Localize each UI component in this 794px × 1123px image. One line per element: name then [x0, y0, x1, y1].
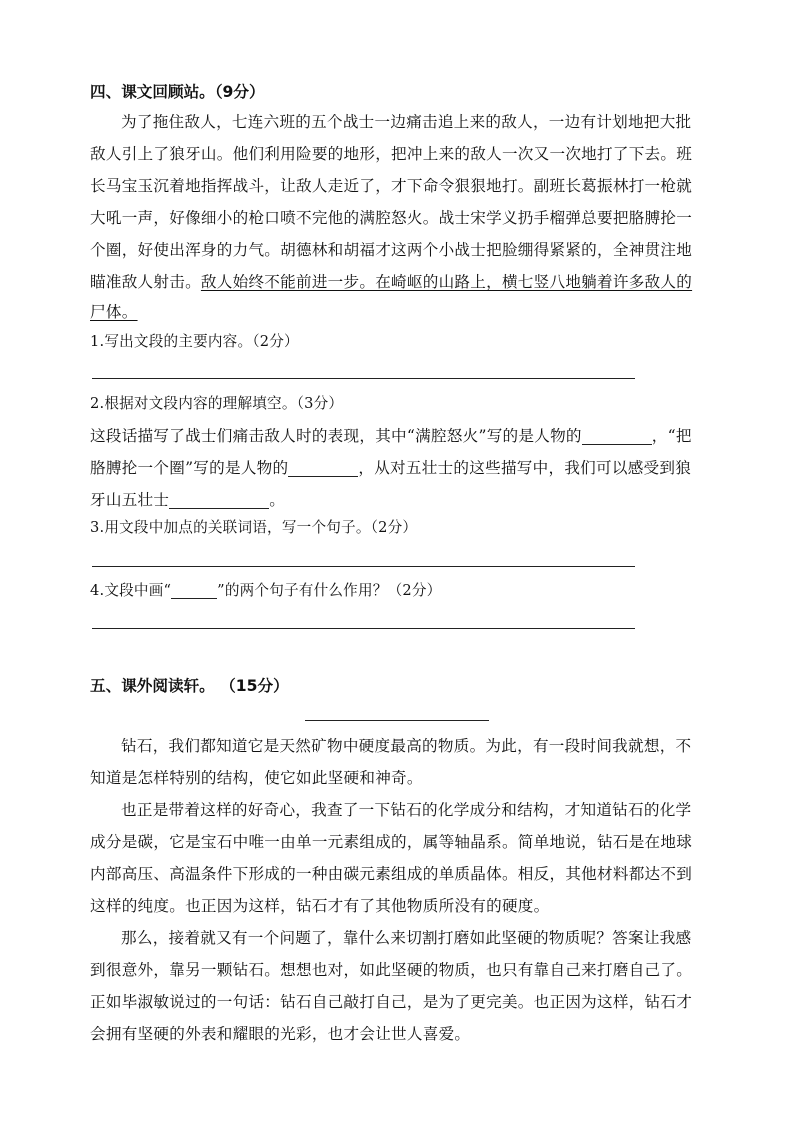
q2-text-1b: ，“把	[651, 427, 692, 445]
s5-passage-line-2: 知道是怎样特别的结构，使它如此坚硬和神奇。	[90, 769, 423, 787]
question-1: 1.写出文段的主要内容。（2分）	[90, 333, 299, 350]
q2-fill-line-2	[90, 458, 691, 478]
s4-passage-line-6	[90, 272, 692, 292]
q4-underline-sample	[171, 585, 217, 599]
q2-blank-1[interactable]	[582, 428, 652, 445]
q4-text-b: ”的两个句子有什么作用？（2分）	[217, 582, 442, 599]
q4-text-a: 4.文段中画“	[90, 582, 172, 599]
answer-line-q1[interactable]	[92, 378, 635, 379]
s4-passage-line-3: 长马宝玉沉着地指挥战斗，让敌人走近了，才下命令狠狠地打。副班长葛振林打一枪就	[90, 177, 693, 195]
s4-passage-line-1: 为了拖住敌人，七连六班的五个战士一边痛击追上来的敌人，一边有计划地把大批	[121, 113, 692, 131]
question-4	[90, 581, 441, 601]
s4-passage-line-7	[90, 302, 138, 322]
section4-title: 四、课文回顾站。（9分）	[90, 83, 265, 101]
question-2: 2.根据对文段内容的理解填空。（3分）	[90, 395, 344, 412]
s4-passage-line-5: 个圈，好使出浑身的力气。胡德林和胡福才这两个小战士把脸绷得紧紧的，全神贯注地	[90, 241, 693, 259]
s5-passage-line-9: 正如毕淑敏说过的一句话：钻石自己敲打自己，是为了更完美。也正因为这样，钻石才	[90, 993, 693, 1011]
answer-line-q3[interactable]	[92, 566, 635, 567]
q2-fill-line-1	[90, 426, 692, 446]
s5-passage-line-6: 这样的纯度。也正因为这样，钻石才有了其他物质所没有的硬度。	[90, 897, 550, 915]
q2-text-1a: 这段话描写了战士们痛击敌人时的表现，其中“满腔怒火”写的是人物的	[90, 427, 582, 445]
section5-title: 五、课外阅读轩。 （15分）	[90, 677, 289, 695]
s4-underlined-sentence-1: 敌人始终不能前进一步。在崎岖的山路上，横七竖八地躺着许多敌人的	[200, 273, 693, 291]
s4-passage-line-4: 大吼一声，好像细小的枪口喷不完他的满腔怒火。战士宋学义扔手榴弹总要把胳膊抡一	[90, 209, 693, 227]
s5-passage-line-4: 成分是碳，它是宝石中唯一由单一元素组成的，属等轴晶系。简单地说，钻石是在地球	[90, 833, 693, 851]
passage-title-blank[interactable]	[305, 720, 489, 721]
q2-fill-line-3	[90, 490, 285, 510]
s4-underlined-sentence-2: 尸体。	[90, 303, 138, 321]
s5-passage-line-8: 到很意外，靠另一颗钻石。想想也对，如此坚硬的物质，也只有靠自己来打磨自己了。	[90, 961, 693, 979]
answer-line-q4[interactable]	[92, 628, 635, 629]
question-3: 3.用文段中加点的关联词语，写一个句子。（2分）	[90, 519, 418, 536]
s4-passage-line-2: 敌人引上了狼牙山。他们利用险要的地形，把冲上来的敌人一次又一次地打了下去。班	[90, 145, 693, 163]
s5-passage-line-1: 钻石，我们都知道它是天然矿物中硬度最高的物质。为此，有一段时间我就想，不	[121, 737, 692, 755]
q2-blank-2[interactable]	[288, 460, 358, 477]
s5-passage-line-7: 那么，接着就又有一个问题了，靠什么来切割打磨如此坚硬的物质呢？答案让我感	[121, 929, 692, 947]
s4-line6-plain: 瞄准敌人射击。	[90, 273, 201, 291]
q2-text-2a: 胳膊抡一个圈”写的是人物的	[90, 459, 289, 477]
s5-passage-line-10: 会拥有坚硬的外表和耀眼的光彩，也才会让世人喜爱。	[90, 1025, 471, 1043]
q2-text-3a: 牙山五壮士	[90, 491, 170, 509]
q2-text-2b: ，从对五壮士的这些描写中，我们可以感受到狼	[358, 459, 692, 477]
s5-passage-line-3: 也正是带着这样的好奇心，我查了一下钻石的化学成分和结构，才知道钻石的化学	[121, 801, 692, 819]
s5-passage-line-5: 内部高压、高温条件下形成的一种由碳元素组成的单质晶体。相反，其他材料都达不到	[90, 865, 693, 883]
q2-blank-3[interactable]	[169, 492, 269, 509]
q2-text-3b: 。	[269, 491, 286, 509]
